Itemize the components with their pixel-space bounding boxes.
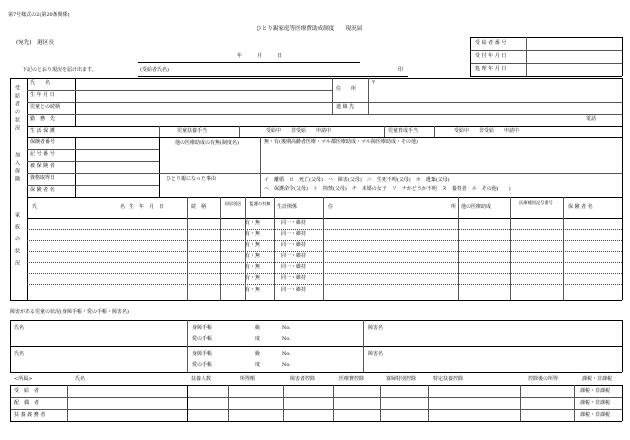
recipient-section-label: 受給者の状況 [14,85,20,133]
family-col-name-2: 名 [120,204,126,210]
postal-mark: 〒 [371,80,377,86]
workplace-label: 勤 務 先 [30,116,56,122]
other-medical-label: 他の医療助成の有無(制度名) [175,140,239,146]
income-row-supporter: 扶 養 義 務 者 [14,412,46,418]
applicant-name-label: (受給者氏名) [140,67,169,73]
form-number: 第7号様式の2(第20条関係) [8,12,70,18]
relation-label: 児童との続柄 [30,104,61,110]
phone-label: 電話 [586,116,597,122]
request-text: 下記のとおり現況を届け出ます。 [22,67,97,73]
family-col-custody: 監護の有無 [249,201,271,206]
degree-label: 度 [255,336,261,342]
recipient-relation-field[interactable] [76,103,331,113]
income-tax-status[interactable]: 課税・非課税 [580,400,611,406]
physical-handbook-label: 身障手帳 [192,351,213,357]
grade-label: 級 [255,351,261,357]
form-title: ひとり親家庭等医療費助成制度 現況届 [256,26,363,32]
disability-name-field[interactable] [11,333,186,345]
family-row-livelihood[interactable]: 同一・維持 [281,275,307,281]
number-label: No. [282,336,291,342]
family-section-label: 家族の状況 [14,212,20,272]
family-col-cohabit: 同居別居 [224,201,242,206]
income-col-income: 所得額 [240,376,256,382]
income-col-widow-deduction: 寡婦特別控除 [386,376,417,382]
recipient-birthdate-field[interactable] [76,91,331,101]
family-col-livelihood: 生計関係 [277,204,298,210]
income-col-tax-status: 課税・非課税 [582,376,613,382]
family-row-livelihood[interactable]: 同一・維持 [281,231,307,237]
degree-label: 度 [255,362,261,368]
income-col-name: 氏名 [75,376,86,382]
family-col-other-medical: 他の医療助成 [461,204,492,210]
received-date-field[interactable] [527,51,621,62]
birthdate-label: 生 年 月 日 [30,92,55,98]
disability-type-label: 障害名 [368,325,384,331]
received-date-label: 受 付 年 月 日 [475,53,507,59]
love-handbook-label: 愛の手帳 [192,362,213,368]
income-row-spouse: 配 偶 者 [14,400,40,406]
income-col-disability-deduction: 障害者控除 [290,376,316,382]
disability-type-label: 障害名 [368,351,384,357]
number-label: No. [282,362,291,368]
disability-name-label: 氏名 [14,325,25,331]
income-col-dependent-deduction: 特定扶養控除 [433,376,464,382]
family-col-birthdate: 生 年 月 日 [129,204,165,210]
family-row-custody[interactable]: 有・無 [245,275,261,281]
recipient-number-field[interactable] [527,38,621,49]
family-row-custody[interactable]: 有・無 [245,253,261,259]
family-row-livelihood[interactable]: 同一・維持 [281,253,307,259]
recipient-workplace-field[interactable] [76,115,576,125]
number-label: No. [282,325,291,331]
address-label: 住 所 [336,86,357,92]
family-col-address: 住 [328,204,334,210]
processed-date-field[interactable] [527,64,621,75]
income-col-affiliation: <所属> [14,376,33,382]
family-col-relation: 続 柄 [191,204,207,210]
number-label: No. [282,351,291,357]
grade-label: 級 [255,325,261,331]
reasons-line-2[interactable]: ヘ 保護命令(父母) ト 拘禁(父母) チ 未婚の女子 リ ナかどうか不明 ヌ 養育者 ル その他( ) [264,186,511,192]
family-row-custody[interactable]: 有・無 [245,264,261,270]
disability-heading: 障害がある児童の状況(身障手帳・愛の手帳・障害名) [10,309,129,315]
child-rearing-options[interactable]: 受給中 非受給 申請中 [454,128,520,134]
income-tax-status[interactable]: 課税・非課税 [580,412,611,418]
insurance-section-label: 加入保険 [14,152,20,184]
family-col-insurer-name: 保 険 者 名 [568,204,593,210]
income-row-recipient: 受 給 者 [14,388,40,394]
insurer-name-label: 保 険 者 名 [30,187,55,193]
recipient-address-field[interactable] [380,79,621,101]
income-col-medical-deduction: 医療費控除 [339,376,365,382]
income-tax-status[interactable]: 課税・非課税 [580,388,611,394]
family-col-insurance-type: 医療種別記号番号 [519,200,553,205]
family-row-livelihood[interactable]: 同一・維持 [281,264,307,270]
processed-date-label: 処 理 年 月 日 [475,66,507,72]
other-medical-value[interactable]: 無・有(後期高齢者医療・マル都医療助成・マル障医療助成・その他) [264,139,418,145]
single-parent-reason-label: ひとり親になった事由 [166,176,217,182]
contact-label: 連 絡 先 [336,104,355,110]
income-col-after-deduction: 控除後の所得 [528,376,559,382]
holder-number-label: 保険者番号 [30,139,56,145]
physical-handbook-label: 身障手帳 [192,325,213,331]
family-col-address-2: 所 [451,204,457,210]
recipient-contact-field[interactable] [369,103,621,113]
child-support-options[interactable]: 受給中 非受給 申請中 [266,128,332,134]
disability-name-field[interactable] [11,359,186,371]
recipient-number-label: 受 給 者 番 号 [475,40,507,46]
family-row-livelihood[interactable]: 同一・維持 [281,242,307,248]
family-row-custody[interactable]: 有・無 [245,242,261,248]
reasons-line-1[interactable]: イ 離婚 ロ 死亡(父母) ハ 障害(父母) ニ 生死不明(父母) ホ 遺棄(父母) [264,177,450,183]
family-row-livelihood[interactable]: 同一・維持 [281,220,307,226]
recipient-name-field[interactable] [76,79,331,89]
family-row-custody[interactable]: 有・無 [245,287,261,293]
date-field[interactable]: 年 月 日 [237,53,283,59]
qualification-date-label: 資格取得日 [30,175,56,181]
symbol-number-label: 記 号 番 号 [30,151,55,157]
love-handbook-label: 愛の手帳 [192,336,213,342]
family-row-custody[interactable]: 有・無 [245,220,261,226]
family-row-livelihood[interactable]: 同一・維持 [281,287,307,293]
family-col-name: 氏 [32,204,38,210]
child-rearing-label: 児童育成手当 [388,128,419,134]
child-support-label: 児童扶養手当 [177,128,208,134]
disability-name-label: 氏名 [14,351,25,357]
name-label: 氏 名 [30,80,51,86]
family-row-custody[interactable]: 有・無 [245,231,261,237]
addressee: (宛先) 港区長 [16,40,54,46]
income-col-dependents: 扶養人数 [191,376,212,382]
seal-mark: 印 [398,67,404,73]
welfare-label: 生 活 保 護 [30,128,55,134]
insured-label: 被 保 険 者 [30,163,55,169]
